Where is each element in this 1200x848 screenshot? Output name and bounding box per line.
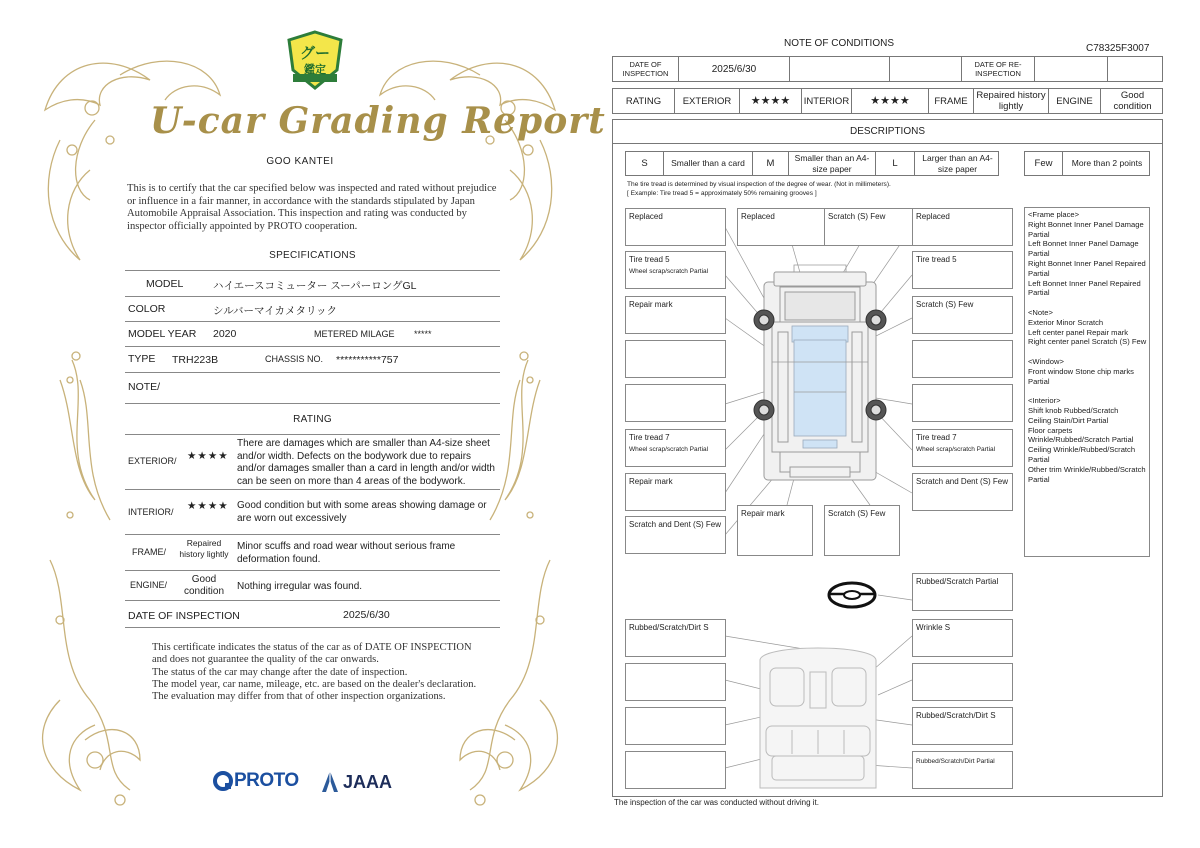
- legend-few: Few: [1025, 152, 1063, 175]
- condition-label: Repair mark: [629, 477, 673, 486]
- rating-label: RATING: [613, 89, 675, 113]
- exterior-stars: ★★★★: [740, 89, 802, 113]
- condition-label: Scratch (S) Few: [916, 300, 974, 309]
- interior-label: INTERIOR/: [128, 507, 174, 517]
- frame-label: FRAME/: [132, 547, 167, 557]
- engine-label: ENGINE: [1049, 89, 1101, 113]
- condition-box: [912, 707, 1013, 745]
- condition-box: [625, 707, 726, 745]
- svg-text:グー: グー: [299, 44, 331, 62]
- model-label: MODEL: [146, 278, 184, 290]
- condition-sublabel: Wheel scrap/scratch Partial: [916, 446, 996, 453]
- condition-label: Scratch and Dent (S) Few: [629, 520, 722, 529]
- condition-label: Tire tread 5: [916, 255, 957, 264]
- condition-box: [625, 296, 726, 334]
- condition-box: [912, 473, 1013, 511]
- condition-box: [625, 208, 726, 246]
- rating-heading: RATING: [293, 414, 332, 425]
- steering-wheel-icon: [826, 580, 878, 610]
- specifications-heading: SPECIFICATIONS: [269, 250, 356, 261]
- report-subtitle: GOO KANTEI: [266, 156, 334, 167]
- condition-label: Repair mark: [629, 300, 673, 309]
- condition-box: [625, 516, 726, 554]
- inspection-footer-note: The inspection of the car was conducted without driving it.: [614, 798, 819, 807]
- condition-box: [625, 751, 726, 789]
- condition-box: [912, 751, 1013, 789]
- date-of-inspection-value: 2025/6/30: [679, 57, 790, 81]
- condition-label: Rubbed/Scratch/Dirt S: [916, 711, 996, 720]
- model-value: ハイエースコミューター スーパーロングGL: [213, 280, 417, 292]
- condition-label: Replaced: [741, 212, 775, 221]
- exterior-stars: ★★★★: [187, 450, 229, 462]
- condition-label: Scratch and Dent (S) Few: [916, 477, 1009, 486]
- svg-text:鑑定: 鑑定: [304, 63, 326, 76]
- wheels: [750, 306, 890, 426]
- condition-label: Scratch (S) Few: [828, 509, 886, 518]
- condition-sublabel: Wheel scrap/scratch Partial: [629, 446, 709, 453]
- condition-sublabel: Wheel scrap/scratch Partial: [629, 268, 709, 275]
- exterior-description: There are damages which are smaller than A4-size sheet and/or width. Defects on the bodywork due to repairs and/or damages smaller than a card in length and/or width can be seen on more than 4 areas of the bodywork.: [237, 438, 495, 487]
- condition-label: Repair mark: [741, 509, 785, 518]
- frame-label: FRAME: [929, 89, 974, 113]
- condition-label: Tire tread 7: [916, 433, 957, 442]
- date-of-inspection-label: DATE OF INSPECTION: [128, 610, 240, 622]
- frame-rating: Repaired history lightly: [179, 538, 229, 559]
- condition-sublabel: Rubbed/Scratch/Dirt Partial: [916, 758, 995, 765]
- condition-box: [625, 429, 726, 467]
- color-value: シルバーマイカメタリック: [213, 305, 338, 317]
- condition-box: [912, 340, 1013, 378]
- condition-box: [912, 619, 1013, 657]
- frame-value: Repaired history lightly: [974, 89, 1049, 113]
- chassis-value: ***********757: [336, 354, 399, 366]
- condition-box: [625, 251, 726, 289]
- note-label: NOTE/: [128, 381, 161, 393]
- certification-statement: This is to certify that the car specified below was inspected and rated without prejudice or influence in a fair manner, in accordance with the standards stipulated by Japan Automobile Appraisal Association. This inspection and rating was conducted by inspector officially appointed by PROTO cooperation.: [127, 183, 497, 232]
- condition-label: Rubbed/Scratch Partial: [916, 577, 999, 586]
- date-of-inspection-label: DATE OF INSPECTION: [613, 57, 679, 81]
- legend-m-desc: Smaller than an A4-size paper: [789, 152, 876, 175]
- condition-box: [912, 251, 1013, 289]
- condition-label: Rubbed/Scratch/Dirt S: [629, 623, 709, 632]
- exterior-label: EXTERIOR: [675, 89, 740, 113]
- condition-box: [912, 429, 1013, 467]
- chassis-label: CHASSIS NO.: [265, 354, 324, 364]
- report-code: C78325F3007: [1086, 43, 1150, 54]
- proto-logo-text: PROTO: [234, 770, 299, 791]
- descriptions-heading: DESCRIPTIONS: [612, 120, 1163, 144]
- legend-m: M: [753, 152, 789, 175]
- condition-box: [912, 296, 1013, 334]
- condition-box: [625, 663, 726, 701]
- legend-s-desc: Smaller than a card: [664, 152, 753, 175]
- condition-details-text: <Frame place> Right Bonnet Inner Panel Damage Partial Left Bonnet Inner Panel Damage Partial Right Bonnet Inner Panel Repaired Partial Left Bonnet Inner Panel Repaired Partial <Note> Exterior Minor Scratch Left center panel Repair mark Right center panel Scratch (S) Few <Window> Front window Stone chip marks Partial <Interior> Shift knob Rubbed/Scratch Ceiling Stain/Dirt Partial Floor carpets Wrinkle/Rubbed/Scratch Partial Ceiling Wrinkle/Rubbed/Scratch Partial Other trim Wrinkle/Rubbed/Scratch Partial: [1028, 210, 1147, 484]
- condition-label: Tire tread 5: [629, 255, 670, 264]
- mileage-value: *****: [414, 329, 432, 339]
- condition-box: [824, 505, 900, 556]
- legend-s: S: [626, 152, 664, 175]
- interior-stars: ★★★★: [852, 89, 929, 113]
- condition-box: [912, 663, 1013, 701]
- condition-box: [824, 208, 925, 246]
- condition-label: Replaced: [916, 212, 950, 221]
- condition-box: [625, 619, 726, 657]
- tire-tread-note: The tire tread is determined by visual inspection of the degree of wear. (Not in millimeters). [ Example: Tire tread 5 = approximately 50% remaining grooves ]: [627, 181, 891, 197]
- legend-l-desc: Larger than an A4-size paper: [922, 152, 993, 174]
- conditions-title: NOTE OF CONDITIONS: [784, 38, 894, 49]
- jaaa-logo-text: JAAA: [343, 771, 393, 792]
- condition-box: [625, 473, 726, 511]
- interior-label: INTERIOR: [802, 89, 852, 113]
- type-value: TRH223B: [172, 354, 219, 366]
- condition-box: [625, 340, 726, 378]
- model-year-label: MODEL YEAR: [128, 328, 197, 340]
- interior-description: Good condition but with some areas showing damage or are worn out excessively: [237, 500, 487, 524]
- type-label: TYPE: [128, 353, 156, 365]
- engine-description: Nothing irregular was found.: [237, 581, 363, 592]
- condition-label: Wrinkle S: [916, 623, 951, 632]
- report-title: U-car Grading Report: [150, 100, 606, 142]
- interior-stars: ★★★★: [187, 500, 229, 512]
- reinspection-label: DATE OF RE-INSPECTION: [962, 57, 1035, 81]
- model-year-value: 2020: [213, 328, 237, 340]
- condition-box: [737, 208, 838, 246]
- condition-box: [912, 208, 1013, 246]
- condition-label: Replaced: [629, 212, 663, 221]
- engine-value: Good condition: [1113, 90, 1152, 112]
- frame-description: Minor scuffs and road wear without serious frame deformation found.: [237, 541, 456, 565]
- exterior-label: EXTERIOR/: [128, 456, 177, 466]
- certificate-footnote: This certificate indicates the status of the car as of DATE OF INSPECTION and does not guarantee the quality of the car onwards. The status of the car may change after the date of inspection. The model year, car name, mileage, etc. are based on the dealer's declaration. The evaluation may differ from that of other inspection organizations.: [152, 642, 477, 703]
- color-label: COLOR: [128, 303, 166, 315]
- condition-label: Tire tread 7: [629, 433, 670, 442]
- condition-label: Scratch (S) Few: [828, 212, 886, 221]
- vehicle-interior-diagram: [752, 638, 884, 794]
- condition-box: [912, 384, 1013, 422]
- legend-few-desc: More than 2 points: [1071, 158, 1143, 168]
- legend-l: L: [876, 152, 915, 175]
- engine-label: ENGINE/: [130, 580, 168, 590]
- condition-box: [737, 505, 813, 556]
- date-of-inspection-value: 2025/6/30: [343, 609, 390, 621]
- engine-rating: Good condition: [183, 574, 225, 597]
- mileage-label: METERED MILAGE: [314, 329, 395, 339]
- condition-box: [912, 573, 1013, 611]
- condition-box: [625, 384, 726, 422]
